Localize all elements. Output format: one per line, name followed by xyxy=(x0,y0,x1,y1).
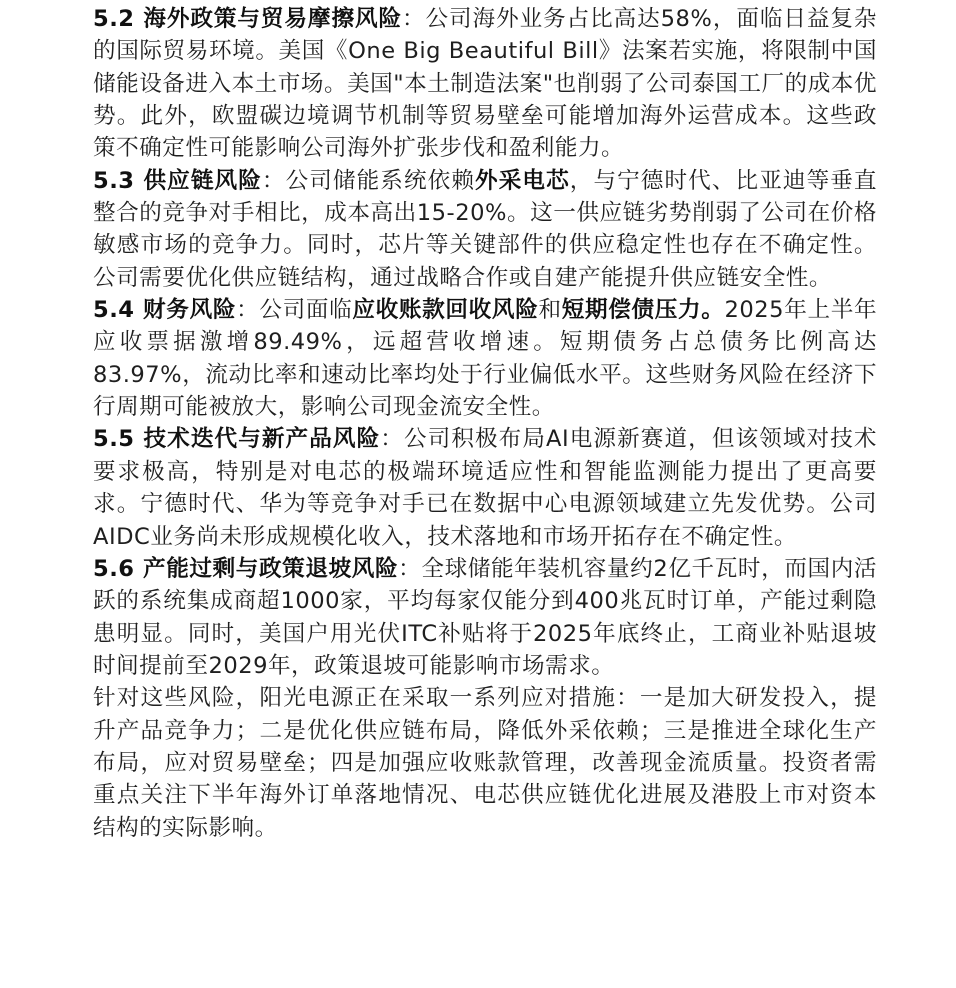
risk-section-overcapacity xyxy=(93,553,877,682)
section-heading: 5.4 财务风险 xyxy=(93,297,237,324)
emphasis-text: 短期偿债压力。 xyxy=(561,297,725,324)
section-text: 2025年上半年应收票据激增89.49%，远超营收增速。短期债务占总债务比例高达83.97%，流动比率和速动比率均处于行业偏低水平。这些财务风险在经济下行周期可能被放大，影响公司现金流安全性。 xyxy=(93,297,878,421)
section-text: ：公司积极布局AI电源新赛道，但该领域对技术要求极高，特别是对电芯的极端环境适应性和智能监测能力提出了更高要求。宁德时代、华为等竞争对手已在数据中心电源领域建立先发优势。公司AIDC业务尚未形成规模化收入，技术落地和市场开拓存在不确定性。 xyxy=(93,426,877,550)
section-text: ：公司面临 xyxy=(236,297,353,324)
section-text: ：公司海外业务占比高达58%，面临日益复杂的国际贸易环境。美国《One Big Beautiful Bill》法案若实施，将限制中国储能设备进入本土市场。美国"本土制造法案"也削弱了公司泰国工厂的成本优势。此外，欧盟碳边境调节机制等贸易壁垒可能增加海外运营成本。这些政策不确定性可能影响公司海外扩张步伐和盈利能力。 xyxy=(93,6,878,162)
conclusion-paragraph: 针对这些风险，阳光电源正在采取一系列应对措施：一是加大研发投入，提升产品竞争力；二是优化供应链布局，降低外采依赖；三是推进全球化生产布局，应对贸易壁垒；四是加强应收账款管理，改善现金流质量。投资者需重点关注下半年海外订单落地情况、电芯供应链优化进展及港股上市对资本结构的实际影响。 xyxy=(93,685,877,841)
section-text: ：全球储能年装机容量约2亿千瓦时，而国内活跃的系统集成商超1000家，平均每家仅能分到400兆瓦时订单，产能过剩隐患明显。同时，美国户用光伏ITC补贴将于2025年底终止，工商业补贴退坡时间提前至2029年，政策退坡可能影响市场需求。 xyxy=(93,555,878,679)
section-text: 和 xyxy=(538,297,562,324)
section-heading: 5.2 海外政策与贸易摩擦风险 xyxy=(93,6,402,32)
article-body xyxy=(93,3,877,844)
risk-section-supply-chain xyxy=(93,165,877,294)
risk-section-technology xyxy=(93,423,877,552)
section-heading: 5.3 供应链风险 xyxy=(93,167,262,194)
section-text: ，与宁德时代、比亚迪等垂直整合的竞争对手相比，成本高出15-20%。这一供应链劣势削弱了公司在价格敏感市场的竞争力。同时，芯片等关键部件的供应稳定性也存在不确定性。公司需要优化供应链结构，通过战略合作或自建产能提升供应链安全性。 xyxy=(93,167,878,291)
emphasis-text: 应收账款回收风险 xyxy=(352,297,539,324)
risk-section-financial xyxy=(93,294,877,423)
risk-section-overseas-policy xyxy=(93,3,877,165)
section-heading: 5.5 技术迭代与新产品风险 xyxy=(93,426,381,453)
section-heading: 5.6 产能过剩与政策退坡风险 xyxy=(93,555,399,582)
emphasis-text: 外采电芯 xyxy=(475,167,570,194)
section-text: ：公司储能系统依赖 xyxy=(261,167,476,194)
